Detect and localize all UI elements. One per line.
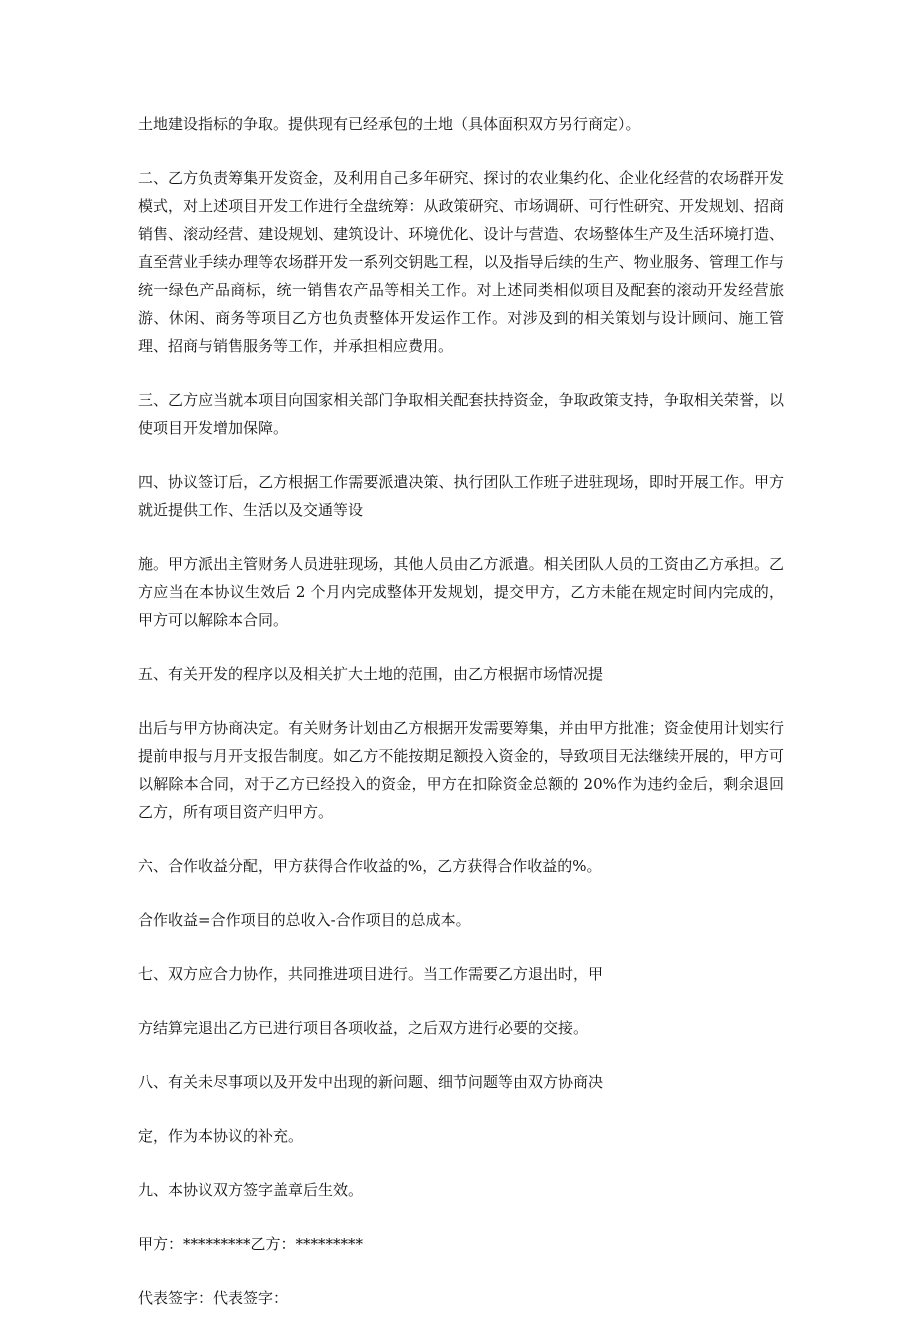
paragraph-clause-4: 四、协议签订后，乙方根据工作需要派遣决策、执行团队工作班子进驻现场，即时开展工作。甲方就近提供工作、生活以及交通等设 [138, 473, 784, 519]
paragraph-clause-4-continued: 施。甲方派出主管财务人员进驻现场，其他人员由乙方派遣。相关团队人员的工资由乙方承担。乙方应当在本协议生效后 2 个月内完成整体开发规划，提交甲方，乙方未能在规定时间内完成的，甲方可以解除本合同。 [138, 555, 784, 629]
party-names-line: 甲方：*********乙方：********* [138, 1235, 364, 1253]
paragraph-clause-7: 七、双方应合力协作，共同推进项目进行。当工作需要乙方退出时，甲 [138, 965, 604, 983]
paragraph-land-indicator: 土地建设指标的争取。提供现有已经承包的土地（具体面积双方另行商定）。 [138, 115, 641, 133]
paragraph-profit-formula: 合作收益=合作项目的总收入-合作项目的总成本。 [138, 911, 471, 929]
paragraph-clause-5: 五、有关开发的程序以及相关扩大土地的范围，由乙方根据市场情况提 [138, 665, 604, 683]
paragraph-clause-2: 二、乙方负责筹集开发资金，及利用自己多年研究、探讨的农业集约化、企业化经营的农场群开发模式，对上述项目开发工作进行全盘统筹：从政策研究、市场调研、可行性研究、开发规划、招商销售、滚动经营、建设规划、建筑设计、环境优化、设计与营造、农场整体生产及生活环境打造、直至营业手续办理等农场群开发一系列交钥匙工程，以及指导后续的生产、物业服务、管理工作与统一绿色产品商标，统一销售农产品等相关工作。对上述同类相似项目及配套的滚动开发经营旅游、休闲、商务等项目乙方也负责整体开发运作工作。对涉及到的相关策划与设计顾问、施工管理、招商与销售服务等工作，并承担相应费用。 [138, 169, 784, 355]
paragraph-clause-6: 六、合作收益分配，甲方获得合作收益的%，乙方获得合作收益的%。 [138, 857, 602, 875]
paragraph-clause-8-continued: 定，作为本协议的补充。 [138, 1127, 304, 1145]
paragraph-clause-3: 三、乙方应当就本项目向国家相关部门争取相关配套扶持资金，争取政策支持，争取相关荣誉，以使项目开发增加保障。 [138, 391, 784, 437]
paragraph-clause-7-continued: 方结算完退出乙方已进行项目各项收益，之后双方进行必要的交接。 [138, 1019, 589, 1037]
document-body [138, 110, 784, 1338]
paragraph-clause-5-continued: 出后与甲方协商决定。有关财务计划由乙方根据开发需要筹集，并由甲方批准；资金使用计划实行提前申报与月开支报告制度。如乙方不能按期足额投入资金的，导致项目无法继续开展的，甲方可以解除本合同，对于乙方已经投入的资金，甲方在扣除资金总额的 20%作为违约金后，剩余退回乙方，所有项目资产归甲方。 [138, 719, 784, 821]
paragraph-clause-8: 八、有关未尽事项以及开发中出现的新问题、细节问题等由双方协商决 [138, 1073, 604, 1091]
paragraph-clause-9: 九、本协议双方签字盖章后生效。 [138, 1181, 364, 1199]
signature-line: 代表签字：代表签字： [138, 1289, 289, 1307]
